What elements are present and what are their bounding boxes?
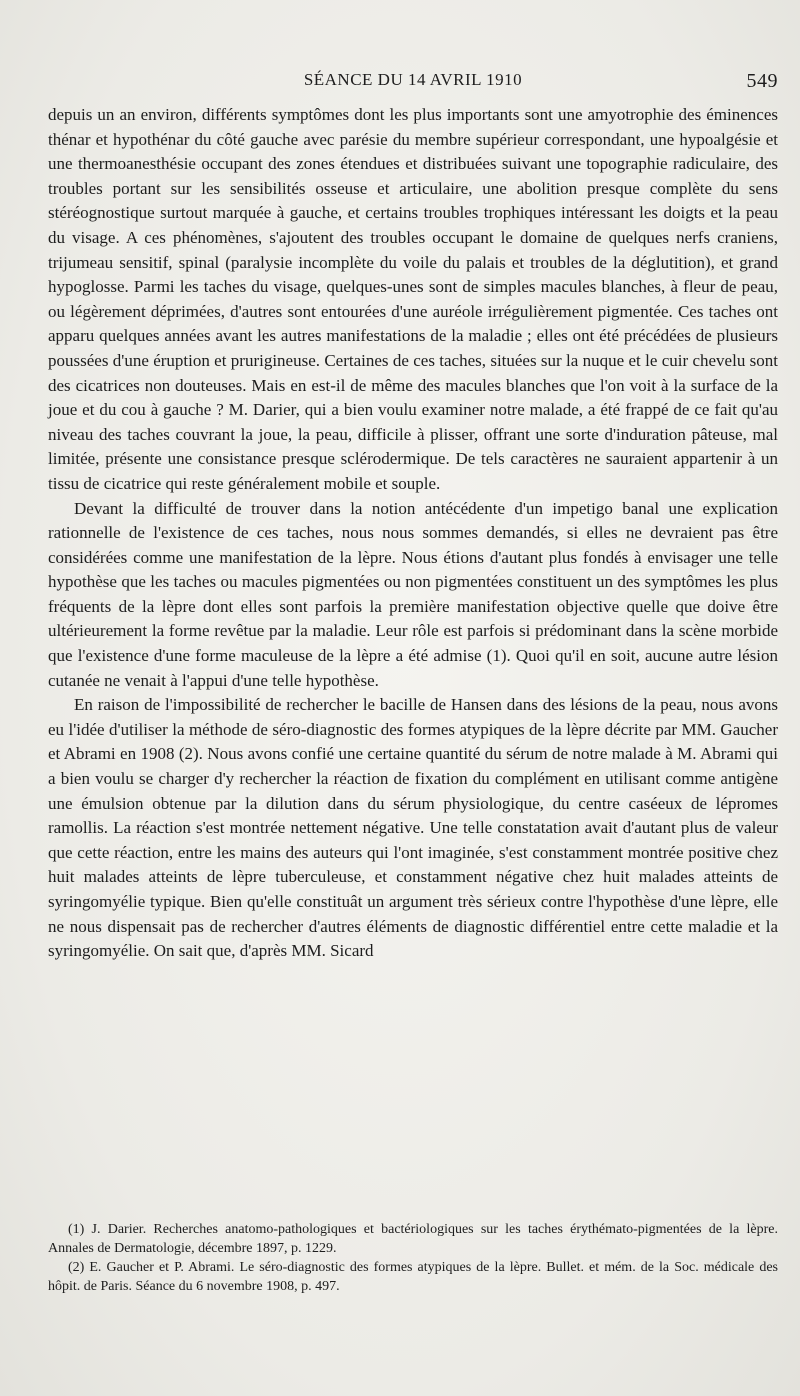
footnote: (2) E. Gaucher et P. Abrami. Le séro-diagnostic des formes atypiques de la lèpre. Bullet. et mém. de la Soc. médicale des hôpit. de Paris. Séance du 6 novembre 1908, p. 497.: [48, 1260, 778, 1294]
footnotes: [48, 1220, 778, 1296]
page-header: [48, 70, 778, 100]
paragraph: depuis un an environ, différents symptômes dont les plus importants sont une amyotrophie des éminences thénar et hypothénar du côté gauche avec parésie du membre supérieur correspondant, une hypoalgésie et une thermoanesthésie occupant des zones étendues et distribuées suivant une topographie radiculaire, des troubles portant sur les sensibilités osseuse et articulaire, une abolition presque complète du sens stéréognostique surtout marquée à gauche, et certains troubles trophiques intéressant les doigts et la peau du visage. A ces phénomènes, s'ajoutent des troubles occupant le domaine de quelques nerfs craniens, trijumeau sensitif, spinal (paralysie incomplète du voile du palais et troubles de la déglutition), et grand hypoglosse. Parmi les taches du visage, quelques-unes sont de simples macules blanches, à fleur de peau, ou légèrement déprimées, d'autres sont entourées d'une auréole irrégulièrement pigmentée. Ces taches ont apparu quelques années avant les autres manifestations de la maladie ; elles ont été précédées de plusieurs poussées d'une éruption et prurigineuse. Certaines de ces taches, situées sur la nuque et le cuir chevelu sont des cicatrices non douteuses. Mais en est-il de même des macules blanches que l'on voit à la surface de la joue et du cou à gauche ? M. Darier, qui a bien voulu examiner notre malade, a été frappé de ce fait qu'au niveau des taches couvrant la joue, la peau, difficile à plisser, offrant une sorte d'induration pâteuse, mal limitée, présente une consistance presque sclérodermique. De tels caractères ne sauraient appartenir à un tissu de cicatrice qui reste généralement mobile et souple.: [48, 105, 778, 493]
footnote: (1) J. Darier. Recherches anatomo-pathologiques et bactériologiques sur les taches érythémato-pigmentées de la lèpre. Annales de Dermatologie, décembre 1897, p. 1229.: [48, 1222, 778, 1256]
running-title: SÉANCE DU 14 AVRIL 1910: [303, 70, 523, 89]
body-text: [48, 103, 778, 964]
paragraph: Devant la difficulté de trouver dans la notion antécédente d'un impetigo banal une explication rationnelle de l'existence de ces taches, nous nous sommes demandés, si elles ne devraient pas être considérées comme une manifestation de la lèpre. Nous étions d'autant plus fondés à envisager une telle hypothèse que les taches ou macules pigmentées ou non pigmentées constituent un des symptômes les plus fréquents de la lèpre dont elles sont parfois la première manifestation objective quelle que doive être ultérieurement la forme revêtue par la maladie. Leur rôle est parfois si prédominant dans la scène morbide que l'existence d'une forme maculeuse de la lèpre a été admise (1). Quoi qu'il en soit, aucune autre lésion cutanée ne venait à l'appui d'une telle hypothèse.: [48, 498, 778, 690]
paragraph: En raison de l'impossibilité de rechercher le bacille de Hansen dans des lésions de la peau, nous avons eu l'idée d'utiliser la méthode de séro-diagnostic des formes atypiques de la lèpre décrite par MM. Gaucher et Abrami en 1908 (2). Nous avons confié une certaine quantité du sérum de notre malade à M. Abrami qui a bien voulu se charger d'y rechercher la réaction de fixation du complément en utilisant comme antigène une émulsion obtenue par la dilution dans du sérum physiologique, du centre caséeux de lépromes ramollis. La réaction s'est montrée nettement négative. Une telle constatation avait d'autant plus de valeur que cette réaction, entre les mains des auteurs qui l'ont imaginée, s'est constamment montrée positive chez huit malades atteints de lèpre tuberculeuse, et constamment négative chez huit malades atteints de syringomyélie typique. Bien qu'elle constituât un argument très sérieux contre l'hypothèse d'une lèpre, elle ne nous dispensait pas de rechercher d'autres éléments de diagnostic différentiel entre cette maladie et la syringomyélie. On sait que, d'après MM. Sicard: [48, 695, 778, 961]
page-number: 549: [746, 70, 778, 92]
